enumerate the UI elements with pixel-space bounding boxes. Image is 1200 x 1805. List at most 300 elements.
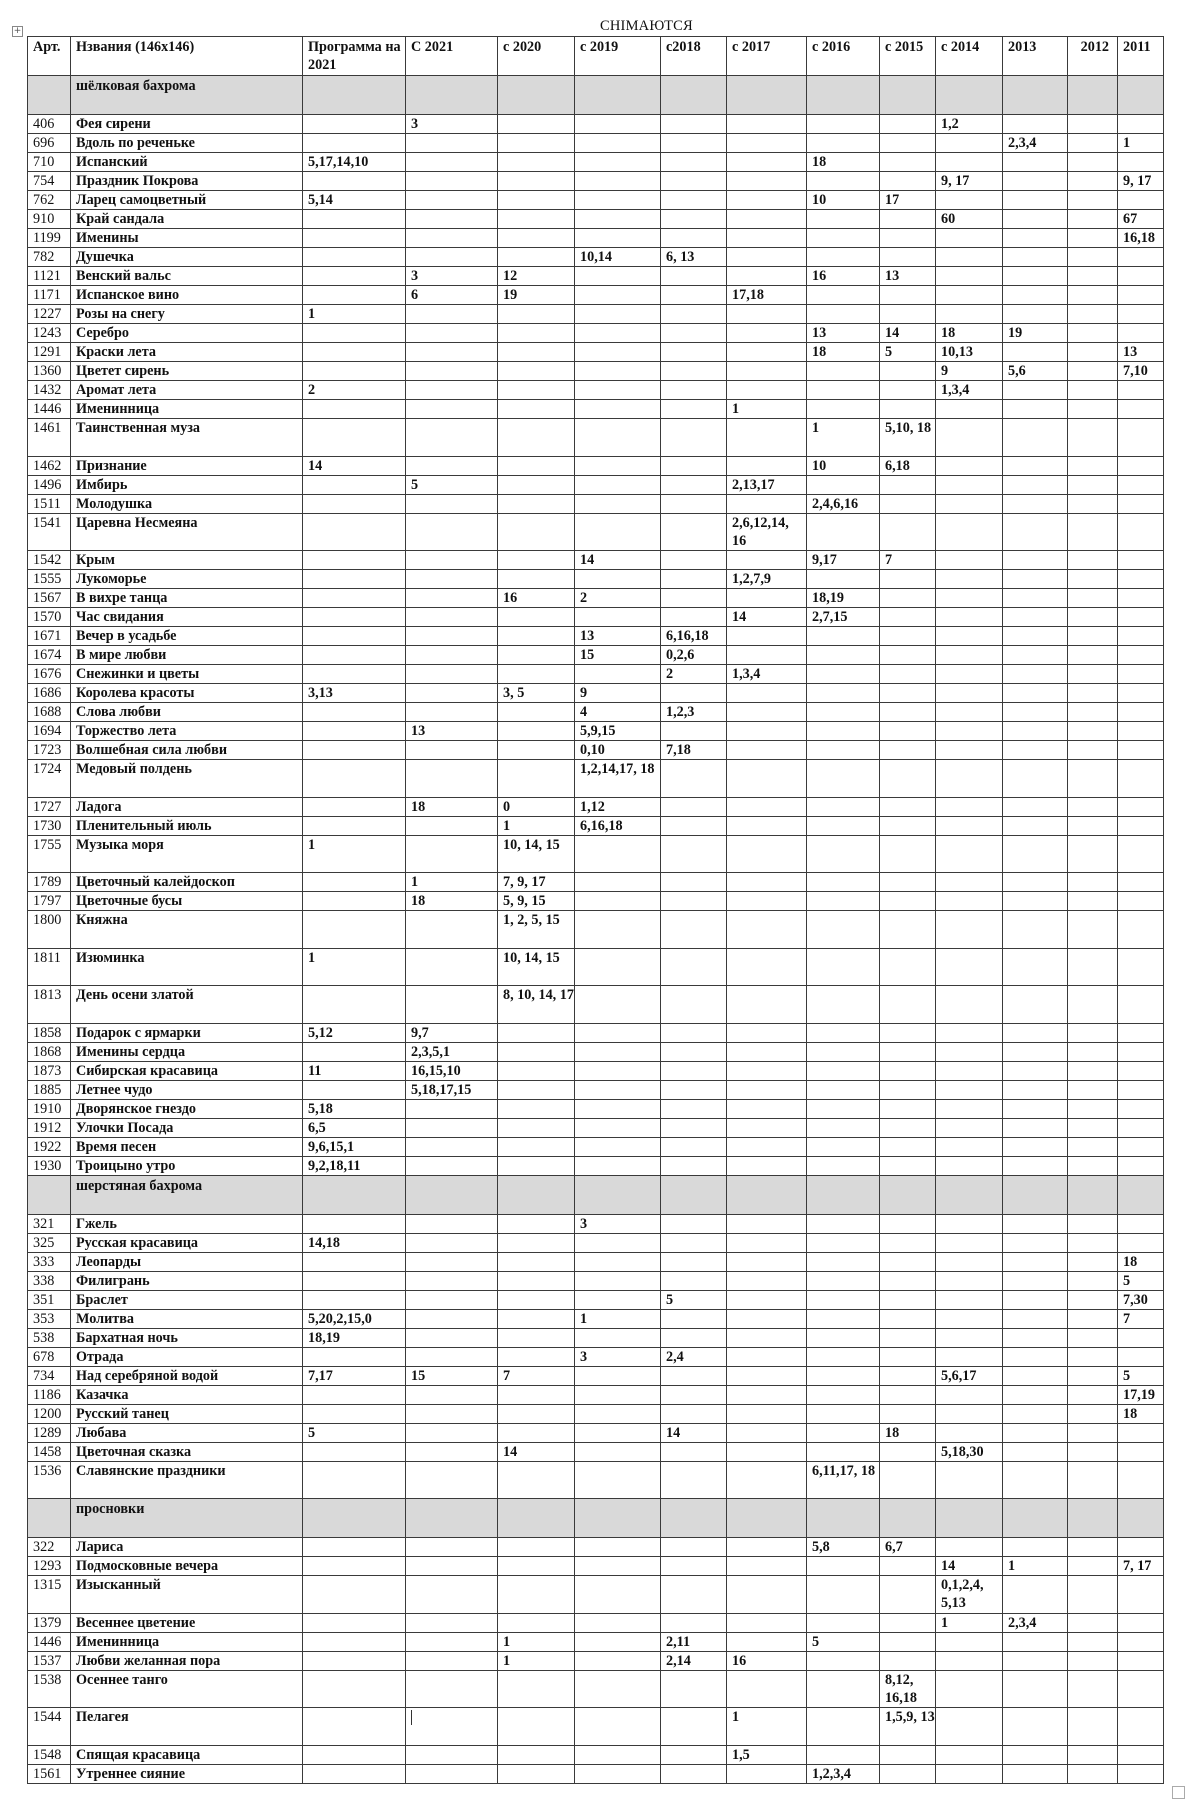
cell-col-from-2015[interactable]	[880, 324, 936, 343]
cell-col-from-2014[interactable]	[936, 419, 1003, 457]
cell-col-from-2021[interactable]	[406, 1061, 498, 1080]
cell-col-from-2017[interactable]	[727, 1233, 807, 1252]
cell-col-from-2015[interactable]	[880, 1309, 936, 1328]
cell-col-art[interactable]	[28, 456, 71, 475]
cell-col-2013[interactable]	[1003, 1764, 1068, 1783]
cell-col-from-2014[interactable]	[936, 892, 1003, 911]
cell-col-2012[interactable]	[1068, 400, 1118, 419]
cell-col-2011[interactable]	[1118, 1118, 1164, 1137]
cell-col-program-2021[interactable]	[303, 1442, 406, 1461]
cell-col-from-2019[interactable]	[575, 892, 661, 911]
cell-col-from-2017[interactable]	[727, 570, 807, 589]
cell-col-2013[interactable]	[1003, 892, 1068, 911]
cell-col-from-2016[interactable]	[807, 1651, 880, 1670]
cell-col-2011[interactable]	[1118, 210, 1164, 229]
cell-col-2011[interactable]	[1118, 381, 1164, 400]
cell-col-from-2014[interactable]	[936, 835, 1003, 873]
cell-col-from-2015[interactable]	[880, 665, 936, 684]
cell-col-name[interactable]	[71, 1252, 303, 1271]
cell-col-from-2016[interactable]	[807, 741, 880, 760]
cell-col-2013[interactable]	[1003, 362, 1068, 381]
cell-col-2013[interactable]	[1003, 494, 1068, 513]
cell-col-from-2016[interactable]	[807, 1233, 880, 1252]
cell-col-from-2014[interactable]	[936, 684, 1003, 703]
cell-col-from-2015[interactable]	[880, 172, 936, 191]
cell-col-from-2014[interactable]	[936, 1309, 1003, 1328]
cell-col-from-2014[interactable]	[936, 153, 1003, 172]
cell-col-from-2020[interactable]	[498, 381, 575, 400]
cell-col-name[interactable]	[71, 1309, 303, 1328]
cell-col-from-2015[interactable]	[880, 305, 936, 324]
cell-col-from-2021[interactable]	[406, 1613, 498, 1632]
cell-col-from-2021[interactable]	[406, 1309, 498, 1328]
cell-col-program-2021[interactable]	[303, 570, 406, 589]
cell-col-from-2016[interactable]	[807, 608, 880, 627]
cell-col-name[interactable]	[71, 703, 303, 722]
cell-col-from-2019[interactable]	[575, 229, 661, 248]
cell-col-2013[interactable]	[1003, 229, 1068, 248]
cell-col-from-2020[interactable]	[498, 816, 575, 835]
cell-col-from-2018[interactable]	[661, 1538, 727, 1557]
cell-col-name[interactable]	[71, 210, 303, 229]
cell-col-from-2021[interactable]	[406, 1708, 498, 1746]
cell-col-from-2019[interactable]	[575, 1576, 661, 1614]
cell-col-from-2014[interactable]	[936, 115, 1003, 134]
cell-col-from-2015[interactable]	[880, 741, 936, 760]
cell-col-from-2019[interactable]	[575, 475, 661, 494]
cell-col-from-2020[interactable]	[498, 1118, 575, 1137]
cell-col-from-2014[interactable]	[936, 760, 1003, 798]
cell-col-from-2019[interactable]	[575, 1651, 661, 1670]
cell-col-2012[interactable]	[1068, 172, 1118, 191]
cell-col-art[interactable]	[28, 684, 71, 703]
cell-col-from-2021[interactable]	[406, 873, 498, 892]
cell-col-from-2021[interactable]	[406, 684, 498, 703]
cell-col-2011[interactable]	[1118, 1557, 1164, 1576]
cell-col-program-2021[interactable]	[303, 1745, 406, 1764]
cell-col-art[interactable]	[28, 1366, 71, 1385]
cell-col-2011[interactable]	[1118, 1099, 1164, 1118]
cell-col-from-2017[interactable]	[727, 134, 807, 153]
cell-col-2012[interactable]	[1068, 1137, 1118, 1156]
cell-col-from-2020[interactable]	[498, 1632, 575, 1651]
cell-col-2011[interactable]	[1118, 1651, 1164, 1670]
cell-col-program-2021[interactable]	[303, 948, 406, 986]
cell-col-2013[interactable]	[1003, 1576, 1068, 1614]
cell-col-from-2021[interactable]	[406, 324, 498, 343]
cell-col-program-2021[interactable]	[303, 1347, 406, 1366]
cell-col-from-2019[interactable]	[575, 570, 661, 589]
cell-col-from-2016[interactable]	[807, 400, 880, 419]
cell-col-2013[interactable]	[1003, 703, 1068, 722]
cell-col-from-2017[interactable]	[727, 797, 807, 816]
cell-col-name[interactable]	[71, 134, 303, 153]
cell-col-name[interactable]	[71, 1385, 303, 1404]
cell-col-name[interactable]	[71, 381, 303, 400]
cell-col-from-2020[interactable]	[498, 1651, 575, 1670]
cell-col-program-2021[interactable]	[303, 419, 406, 457]
cell-col-from-2015[interactable]	[880, 134, 936, 153]
cell-col-2011[interactable]	[1118, 1366, 1164, 1385]
cell-col-art[interactable]	[28, 1156, 71, 1175]
cell-col-from-2021[interactable]	[406, 646, 498, 665]
cell-col-program-2021[interactable]	[303, 722, 406, 741]
cell-col-from-2020[interactable]	[498, 760, 575, 798]
cell-col-from-2015[interactable]	[880, 1271, 936, 1290]
cell-col-from-2015[interactable]	[880, 986, 936, 1024]
cell-col-from-2016[interactable]	[807, 419, 880, 457]
cell-col-art[interactable]	[28, 1233, 71, 1252]
cell-col-from-2021[interactable]	[406, 381, 498, 400]
cell-col-from-2016[interactable]	[807, 1252, 880, 1271]
cell-col-2011[interactable]	[1118, 494, 1164, 513]
cell-col-from-2016[interactable]	[807, 797, 880, 816]
cell-col-2012[interactable]	[1068, 1613, 1118, 1632]
cell-col-from-2021[interactable]	[406, 229, 498, 248]
cell-col-2013[interactable]	[1003, 153, 1068, 172]
cell-col-2011[interactable]	[1118, 646, 1164, 665]
cell-col-from-2017[interactable]	[727, 494, 807, 513]
cell-col-from-2019[interactable]	[575, 513, 661, 551]
cell-col-from-2015[interactable]	[880, 1670, 936, 1708]
cell-col-from-2019[interactable]	[575, 153, 661, 172]
cell-col-from-2015[interactable]	[880, 589, 936, 608]
cell-col-2011[interactable]	[1118, 191, 1164, 210]
cell-col-art[interactable]	[28, 210, 71, 229]
cell-col-from-2019[interactable]	[575, 1252, 661, 1271]
cell-col-2012[interactable]	[1068, 1118, 1118, 1137]
cell-col-art[interactable]	[28, 1404, 71, 1423]
cell-col-name[interactable]	[71, 948, 303, 986]
cell-col-from-2017[interactable]	[727, 722, 807, 741]
cell-col-name[interactable]	[71, 1347, 303, 1366]
cell-col-2013[interactable]	[1003, 551, 1068, 570]
cell-col-from-2014[interactable]	[936, 1613, 1003, 1632]
cell-col-from-2015[interactable]	[880, 1538, 936, 1557]
cell-col-from-2019[interactable]	[575, 948, 661, 986]
cell-col-from-2020[interactable]	[498, 665, 575, 684]
cell-col-2012[interactable]	[1068, 1156, 1118, 1175]
cell-col-from-2014[interactable]	[936, 324, 1003, 343]
cell-col-2013[interactable]	[1003, 741, 1068, 760]
cell-col-program-2021[interactable]	[303, 1461, 406, 1499]
cell-col-from-2021[interactable]	[406, 608, 498, 627]
cell-col-program-2021[interactable]	[303, 494, 406, 513]
cell-col-from-2016[interactable]	[807, 1576, 880, 1614]
cell-col-2011[interactable]	[1118, 400, 1164, 419]
cell-col-from-2018[interactable]	[661, 191, 727, 210]
cell-col-from-2015[interactable]	[880, 646, 936, 665]
cell-col-from-2018[interactable]	[661, 1385, 727, 1404]
cell-col-from-2018[interactable]	[661, 797, 727, 816]
cell-col-from-2021[interactable]	[406, 741, 498, 760]
cell-col-from-2014[interactable]	[936, 267, 1003, 286]
cell-col-2011[interactable]	[1118, 1632, 1164, 1651]
cell-col-from-2019[interactable]	[575, 1745, 661, 1764]
cell-col-program-2021[interactable]	[303, 986, 406, 1024]
cell-col-name[interactable]	[71, 286, 303, 305]
cell-col-from-2018[interactable]	[661, 760, 727, 798]
cell-col-from-2016[interactable]	[807, 1118, 880, 1137]
cell-col-from-2019[interactable]	[575, 551, 661, 570]
cell-col-art[interactable]	[28, 513, 71, 551]
cell-col-from-2018[interactable]	[661, 627, 727, 646]
cell-col-from-2019[interactable]	[575, 1347, 661, 1366]
cell-col-name[interactable]	[71, 1423, 303, 1442]
cell-col-from-2014[interactable]	[936, 172, 1003, 191]
cell-col-from-2019[interactable]	[575, 1385, 661, 1404]
cell-col-from-2016[interactable]	[807, 1764, 880, 1783]
cell-col-art[interactable]	[28, 419, 71, 457]
cell-col-name[interactable]	[71, 1042, 303, 1061]
cell-col-art[interactable]	[28, 343, 71, 362]
cell-col-from-2020[interactable]	[498, 911, 575, 949]
cell-col-art[interactable]	[28, 1042, 71, 1061]
cell-col-from-2019[interactable]	[575, 1632, 661, 1651]
cell-col-art[interactable]	[28, 1137, 71, 1156]
cell-col-art[interactable]	[28, 760, 71, 798]
cell-col-from-2020[interactable]	[498, 1670, 575, 1708]
cell-col-name[interactable]	[71, 1461, 303, 1499]
cell-col-from-2019[interactable]	[575, 267, 661, 286]
cell-col-from-2018[interactable]	[661, 608, 727, 627]
cell-col-from-2015[interactable]	[880, 1764, 936, 1783]
cell-col-name[interactable]	[71, 1651, 303, 1670]
cell-col-program-2021[interactable]	[303, 456, 406, 475]
cell-col-from-2015[interactable]	[880, 1461, 936, 1499]
cell-col-from-2015[interactable]	[880, 1613, 936, 1632]
cell-col-program-2021[interactable]	[303, 1099, 406, 1118]
cell-col-from-2021[interactable]	[406, 1576, 498, 1614]
cell-col-from-2014[interactable]	[936, 1576, 1003, 1614]
cell-col-from-2014[interactable]	[936, 1404, 1003, 1423]
cell-col-from-2020[interactable]	[498, 1442, 575, 1461]
cell-col-2011[interactable]	[1118, 551, 1164, 570]
cell-col-from-2020[interactable]	[498, 1576, 575, 1614]
cell-col-2013[interactable]	[1003, 1156, 1068, 1175]
cell-col-from-2015[interactable]	[880, 1080, 936, 1099]
cell-col-2013[interactable]	[1003, 1042, 1068, 1061]
cell-col-art[interactable]	[28, 589, 71, 608]
cell-col-from-2016[interactable]	[807, 722, 880, 741]
cell-col-name[interactable]	[71, 513, 303, 551]
cell-col-from-2015[interactable]	[880, 494, 936, 513]
cell-col-program-2021[interactable]	[303, 513, 406, 551]
cell-col-from-2020[interactable]	[498, 1061, 575, 1080]
cell-col-from-2021[interactable]	[406, 1099, 498, 1118]
cell-col-2012[interactable]	[1068, 1233, 1118, 1252]
cell-col-from-2021[interactable]	[406, 191, 498, 210]
cell-col-art[interactable]	[28, 1080, 71, 1099]
cell-col-2013[interactable]	[1003, 1271, 1068, 1290]
cell-col-art[interactable]	[28, 381, 71, 400]
cell-col-from-2014[interactable]	[936, 703, 1003, 722]
cell-col-2012[interactable]	[1068, 210, 1118, 229]
cell-col-from-2017[interactable]	[727, 1309, 807, 1328]
cell-col-from-2016[interactable]	[807, 1404, 880, 1423]
cell-col-from-2020[interactable]	[498, 1347, 575, 1366]
cell-col-from-2021[interactable]	[406, 1670, 498, 1708]
cell-col-from-2021[interactable]	[406, 1252, 498, 1271]
cell-col-name[interactable]	[71, 797, 303, 816]
cell-col-2013[interactable]	[1003, 419, 1068, 457]
cell-col-from-2016[interactable]	[807, 191, 880, 210]
cell-col-from-2018[interactable]	[661, 684, 727, 703]
cell-col-name[interactable]	[71, 153, 303, 172]
cell-col-from-2018[interactable]	[661, 1764, 727, 1783]
cell-col-from-2014[interactable]	[936, 1708, 1003, 1746]
cell-col-2011[interactable]	[1118, 1461, 1164, 1499]
cell-col-program-2021[interactable]	[303, 475, 406, 494]
cell-col-2012[interactable]	[1068, 892, 1118, 911]
cell-col-from-2021[interactable]	[406, 589, 498, 608]
cell-col-from-2015[interactable]	[880, 1328, 936, 1347]
cell-col-from-2015[interactable]	[880, 608, 936, 627]
cell-col-from-2018[interactable]	[661, 911, 727, 949]
cell-col-from-2021[interactable]	[406, 419, 498, 457]
cell-col-from-2015[interactable]	[880, 835, 936, 873]
cell-col-from-2014[interactable]	[936, 1385, 1003, 1404]
cell-col-from-2019[interactable]	[575, 1233, 661, 1252]
cell-col-from-2021[interactable]	[406, 1118, 498, 1137]
cell-col-art[interactable]	[28, 892, 71, 911]
cell-col-from-2020[interactable]	[498, 1366, 575, 1385]
cell-col-2011[interactable]	[1118, 570, 1164, 589]
cell-col-2012[interactable]	[1068, 684, 1118, 703]
cell-col-from-2021[interactable]	[406, 362, 498, 381]
cell-col-from-2014[interactable]	[936, 1745, 1003, 1764]
cell-col-from-2016[interactable]	[807, 1309, 880, 1328]
cell-col-from-2020[interactable]	[498, 1328, 575, 1347]
cell-col-from-2018[interactable]	[661, 816, 727, 835]
cell-col-2011[interactable]	[1118, 797, 1164, 816]
cell-col-from-2014[interactable]	[936, 797, 1003, 816]
cell-col-from-2018[interactable]	[661, 1042, 727, 1061]
cell-col-2013[interactable]	[1003, 835, 1068, 873]
cell-col-from-2021[interactable]	[406, 1423, 498, 1442]
cell-col-name[interactable]	[71, 343, 303, 362]
cell-col-from-2019[interactable]	[575, 305, 661, 324]
cell-col-from-2017[interactable]	[727, 456, 807, 475]
cell-col-from-2018[interactable]	[661, 324, 727, 343]
cell-col-from-2017[interactable]	[727, 1385, 807, 1404]
cell-col-from-2021[interactable]	[406, 513, 498, 551]
cell-col-from-2019[interactable]	[575, 1271, 661, 1290]
cell-col-from-2018[interactable]	[661, 835, 727, 873]
cell-col-2013[interactable]	[1003, 248, 1068, 267]
cell-col-from-2020[interactable]	[498, 722, 575, 741]
cell-col-2013[interactable]	[1003, 1309, 1068, 1328]
cell-col-from-2014[interactable]	[936, 873, 1003, 892]
cell-col-program-2021[interactable]	[303, 1385, 406, 1404]
cell-col-2011[interactable]	[1118, 911, 1164, 949]
cell-col-from-2015[interactable]	[880, 1137, 936, 1156]
cell-col-from-2017[interactable]	[727, 1118, 807, 1137]
cell-col-2011[interactable]	[1118, 324, 1164, 343]
cell-col-from-2020[interactable]	[498, 456, 575, 475]
cell-col-from-2018[interactable]	[661, 1309, 727, 1328]
cell-col-art[interactable]	[28, 1651, 71, 1670]
cell-col-from-2014[interactable]	[936, 741, 1003, 760]
cell-col-2013[interactable]	[1003, 684, 1068, 703]
cell-col-from-2016[interactable]	[807, 381, 880, 400]
cell-col-name[interactable]	[71, 627, 303, 646]
cell-col-program-2021[interactable]	[303, 172, 406, 191]
cell-col-from-2018[interactable]	[661, 400, 727, 419]
cell-col-2011[interactable]	[1118, 589, 1164, 608]
cell-col-program-2021[interactable]	[303, 362, 406, 381]
cell-col-from-2018[interactable]	[661, 229, 727, 248]
cell-col-from-2021[interactable]	[406, 343, 498, 362]
cell-col-2011[interactable]	[1118, 665, 1164, 684]
cell-col-from-2021[interactable]	[406, 1137, 498, 1156]
cell-col-name[interactable]	[71, 419, 303, 457]
cell-col-2011[interactable]	[1118, 362, 1164, 381]
cell-col-from-2016[interactable]	[807, 1708, 880, 1746]
cell-col-from-2019[interactable]	[575, 1670, 661, 1708]
cell-col-from-2016[interactable]	[807, 1290, 880, 1309]
cell-col-from-2016[interactable]	[807, 1061, 880, 1080]
cell-col-2012[interactable]	[1068, 1099, 1118, 1118]
cell-col-from-2020[interactable]	[498, 1023, 575, 1042]
cell-col-from-2020[interactable]	[498, 1404, 575, 1423]
cell-col-from-2019[interactable]	[575, 986, 661, 1024]
cell-col-name[interactable]	[71, 400, 303, 419]
cell-col-2012[interactable]	[1068, 191, 1118, 210]
cell-col-name[interactable]	[71, 1271, 303, 1290]
cell-col-name[interactable]	[71, 1670, 303, 1708]
cell-col-from-2021[interactable]	[406, 248, 498, 267]
cell-col-from-2014[interactable]	[936, 1461, 1003, 1499]
cell-col-from-2018[interactable]	[661, 948, 727, 986]
cell-col-2012[interactable]	[1068, 1347, 1118, 1366]
cell-col-from-2015[interactable]	[880, 684, 936, 703]
cell-col-from-2018[interactable]	[661, 1271, 727, 1290]
cell-col-from-2017[interactable]	[727, 1538, 807, 1557]
cell-col-2013[interactable]	[1003, 115, 1068, 134]
cell-col-program-2021[interactable]	[303, 1061, 406, 1080]
cell-col-from-2016[interactable]	[807, 1538, 880, 1557]
cell-col-2013[interactable]	[1003, 172, 1068, 191]
cell-col-program-2021[interactable]	[303, 665, 406, 684]
cell-col-program-2021[interactable]	[303, 1632, 406, 1651]
cell-col-name[interactable]	[71, 646, 303, 665]
cell-col-from-2014[interactable]	[936, 1538, 1003, 1557]
cell-col-from-2018[interactable]	[661, 1745, 727, 1764]
cell-col-from-2018[interactable]	[661, 1708, 727, 1746]
cell-col-from-2019[interactable]	[575, 760, 661, 798]
cell-col-2011[interactable]	[1118, 703, 1164, 722]
cell-col-from-2017[interactable]	[727, 1366, 807, 1385]
cell-col-from-2018[interactable]	[661, 362, 727, 381]
cell-col-from-2015[interactable]	[880, 1442, 936, 1461]
cell-col-from-2019[interactable]	[575, 1557, 661, 1576]
cell-col-from-2015[interactable]	[880, 419, 936, 457]
cell-col-art[interactable]	[28, 362, 71, 381]
cell-col-from-2016[interactable]	[807, 948, 880, 986]
cell-col-from-2020[interactable]	[498, 134, 575, 153]
cell-col-from-2019[interactable]	[575, 1423, 661, 1442]
cell-col-art[interactable]	[28, 722, 71, 741]
cell-col-from-2019[interactable]	[575, 494, 661, 513]
cell-col-name[interactable]	[71, 267, 303, 286]
cell-col-from-2019[interactable]	[575, 835, 661, 873]
cell-col-from-2016[interactable]	[807, 1461, 880, 1499]
cell-col-from-2015[interactable]	[880, 153, 936, 172]
cell-col-art[interactable]	[28, 1118, 71, 1137]
cell-col-from-2016[interactable]	[807, 1099, 880, 1118]
cell-col-2011[interactable]	[1118, 1764, 1164, 1783]
